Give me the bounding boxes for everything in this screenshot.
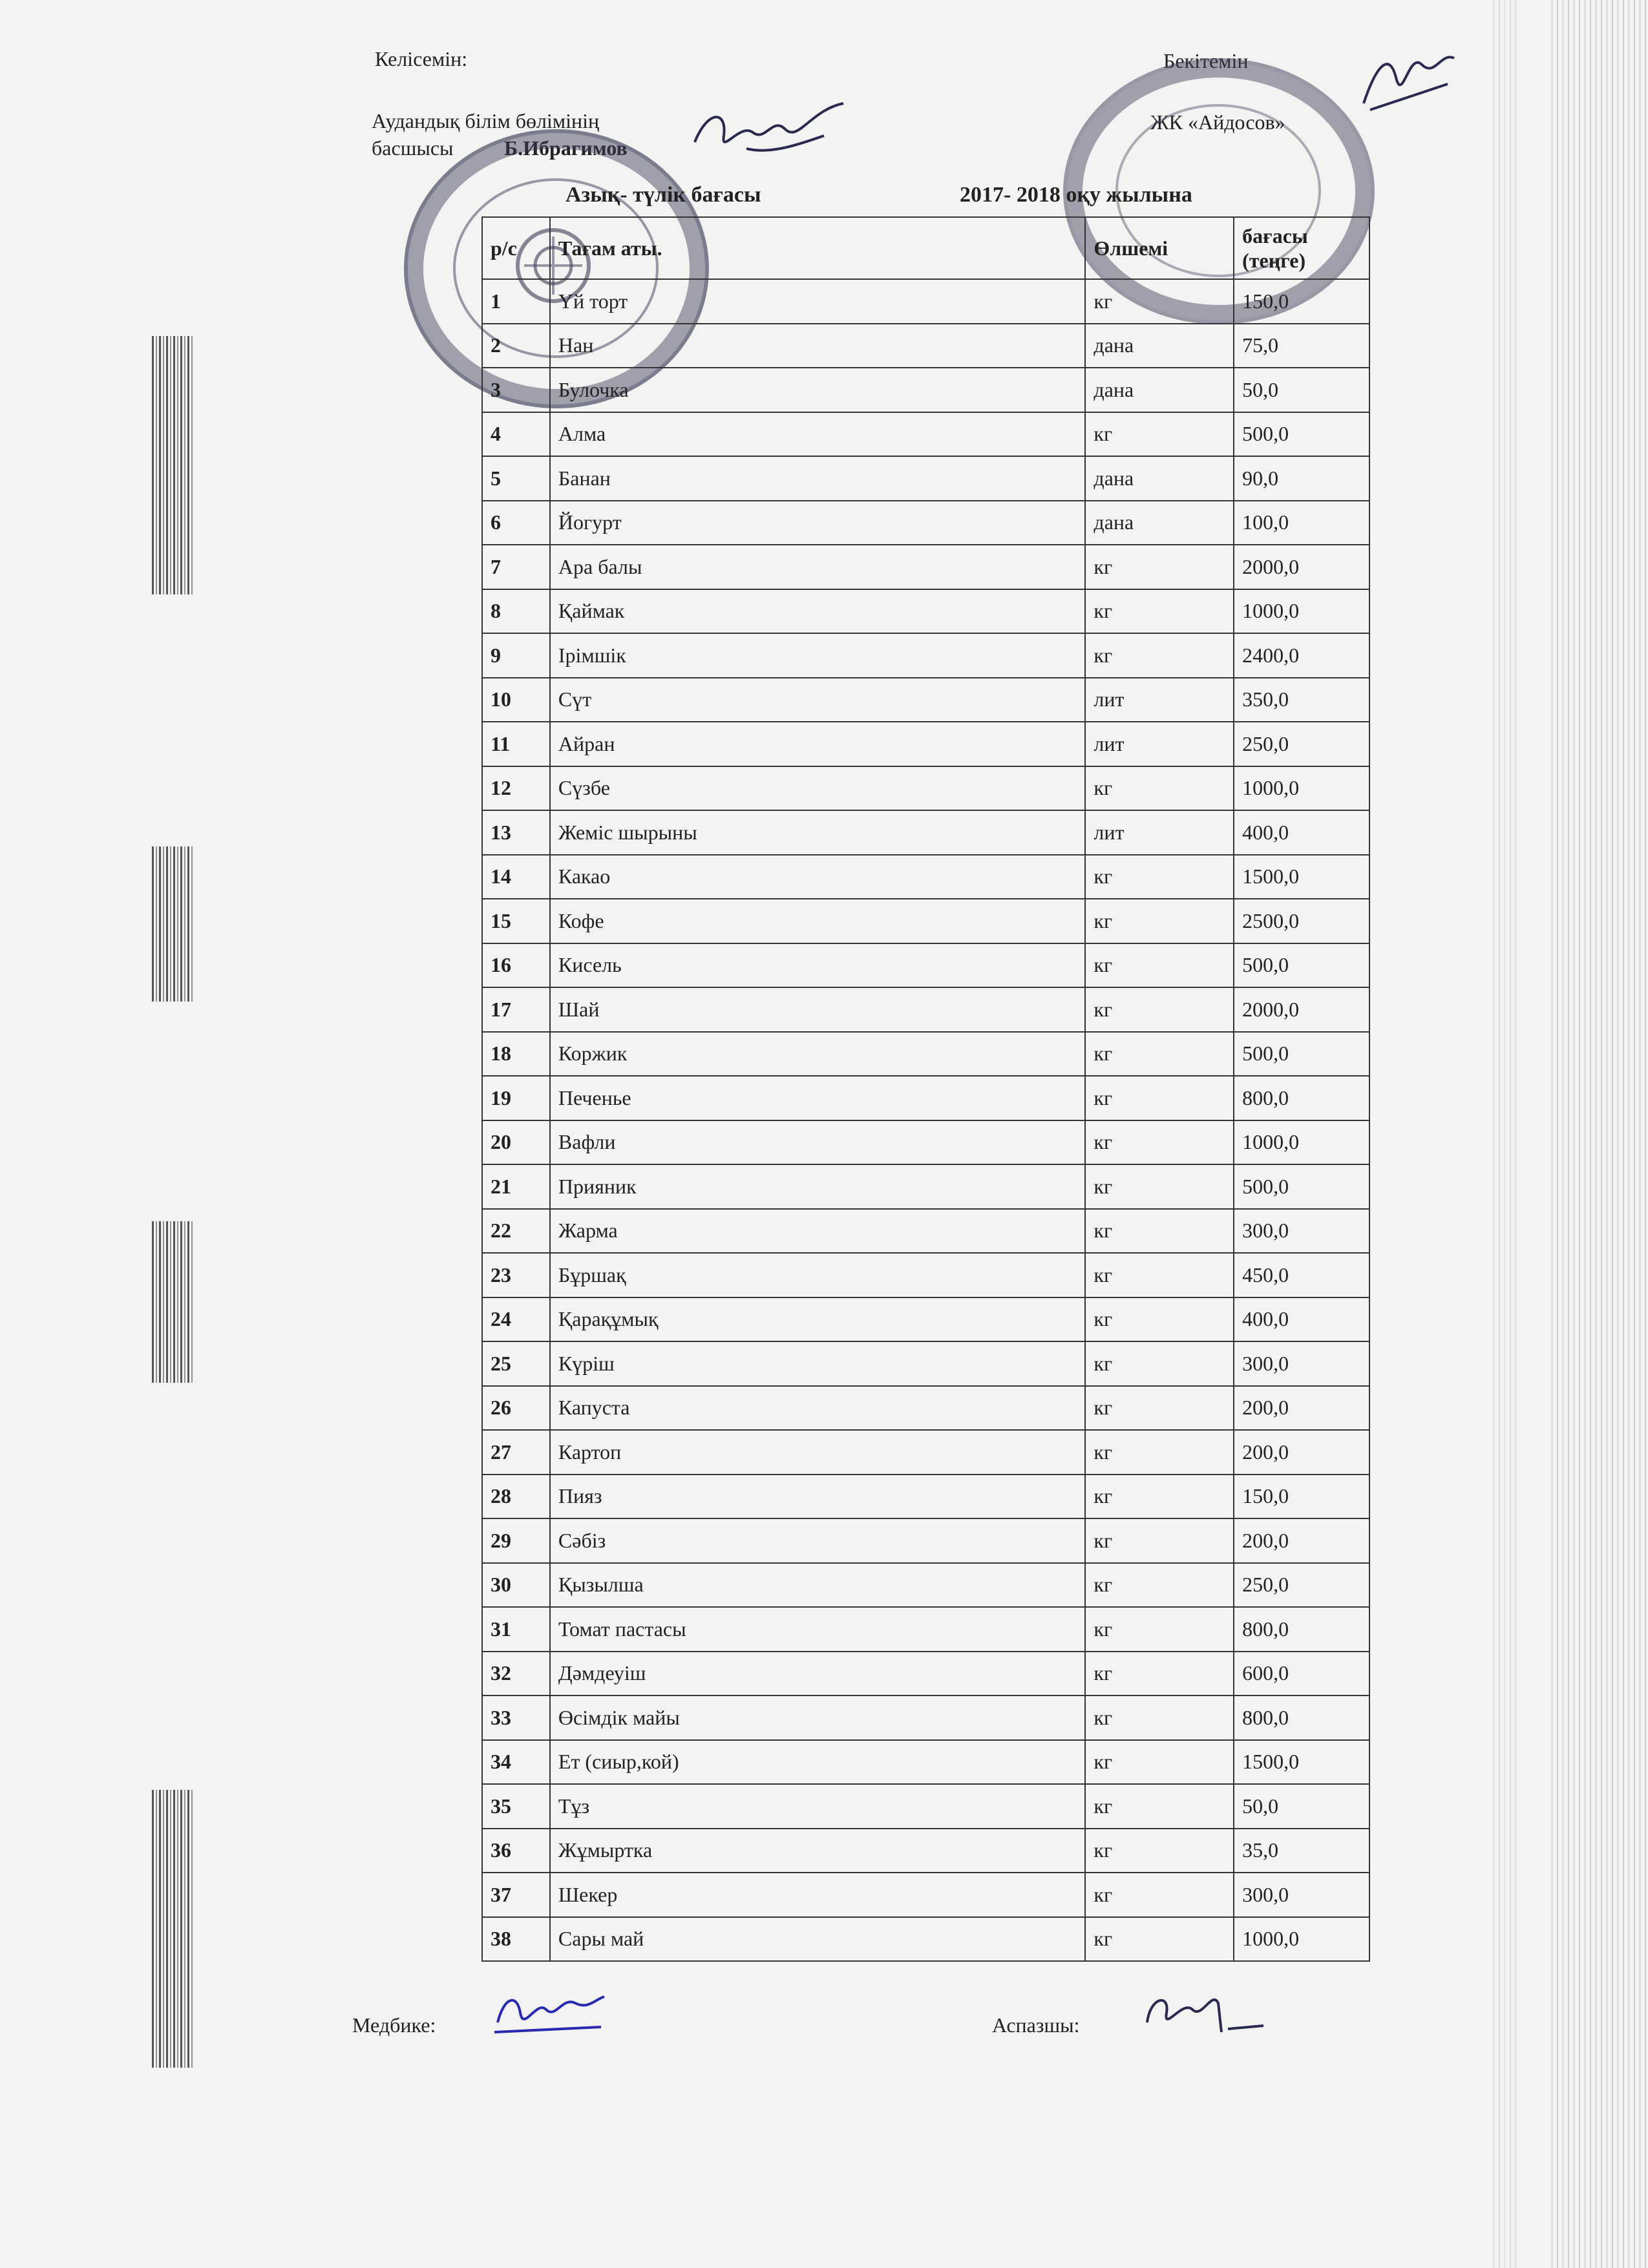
row-num: 6 (482, 501, 550, 545)
table-row (482, 855, 1369, 899)
item-price: 500,0 (1234, 1164, 1369, 1209)
medic-label: Медбике: (352, 2013, 436, 2037)
dept-line-2: басшысы (372, 136, 454, 160)
dept-head-signature-icon (688, 97, 850, 168)
scan-bar-artifact (152, 1790, 194, 2068)
row-num: 26 (482, 1386, 550, 1431)
item-name: Сүт (550, 678, 1086, 722)
table-row (482, 1076, 1369, 1120)
approve-label: Бекітемін (1163, 49, 1249, 72)
item-name: Прияник (550, 1164, 1086, 1209)
row-num: 12 (482, 766, 550, 811)
item-name: Томат пастасы (550, 1607, 1086, 1652)
item-unit: кг (1085, 766, 1234, 811)
item-price: 800,0 (1234, 1607, 1369, 1652)
item-name: Ара балы (550, 545, 1086, 589)
item-name: Өсімдік майы (550, 1696, 1086, 1740)
item-price: 35,0 (1234, 1829, 1369, 1873)
item-price: 400,0 (1234, 810, 1369, 855)
item-unit: кг (1085, 1518, 1234, 1563)
item-unit: кг (1085, 1341, 1234, 1386)
table-row (482, 1341, 1369, 1386)
approver-signature-icon (1351, 39, 1461, 123)
table-row (482, 324, 1369, 368)
row-num: 30 (482, 1563, 550, 1608)
table-row (482, 633, 1369, 678)
price-table (481, 216, 1370, 1962)
item-unit: кг (1085, 412, 1234, 457)
item-price: 50,0 (1234, 1784, 1369, 1829)
item-name: Кисель (550, 943, 1086, 988)
item-name: Жеміс шырыны (550, 810, 1086, 855)
table-row (482, 1696, 1369, 1740)
item-price: 150,0 (1234, 1475, 1369, 1519)
scan-bar-artifact (152, 846, 194, 1002)
table-row (482, 943, 1369, 988)
item-name: Үй торт (550, 279, 1086, 324)
row-num: 37 (482, 1873, 550, 1917)
item-unit: кг (1085, 545, 1234, 589)
item-name: Жұмыртка (550, 1829, 1086, 1873)
scan-edge-artifact-inner (1493, 0, 1519, 2268)
item-name: Тұз (550, 1784, 1086, 1829)
table-row (482, 1386, 1369, 1431)
item-price: 2000,0 (1234, 987, 1369, 1032)
cook-signature-icon (1137, 1984, 1267, 2042)
item-name: Жарма (550, 1209, 1086, 1254)
item-unit: дана (1085, 456, 1234, 501)
col-header-name: Тағам аты. (550, 217, 1086, 279)
item-price: 1000,0 (1234, 766, 1369, 811)
item-name: Қаймак (550, 589, 1086, 634)
table-row (482, 722, 1369, 766)
table-row (482, 1475, 1369, 1519)
item-price: 250,0 (1234, 722, 1369, 766)
item-unit: лит (1085, 722, 1234, 766)
doc-title: Азық- түлік бағасы (565, 183, 761, 207)
dept-head-name: Б.Ибрагимов (504, 136, 628, 160)
scan-bar-artifact (152, 1221, 194, 1383)
item-price: 1000,0 (1234, 1917, 1369, 1962)
table-row (482, 1032, 1369, 1076)
item-name: Сәбіз (550, 1518, 1086, 1563)
row-num: 33 (482, 1696, 550, 1740)
item-name: Печенье (550, 1076, 1086, 1120)
row-num: 17 (482, 987, 550, 1032)
item-price: 2000,0 (1234, 545, 1369, 589)
table-row (482, 412, 1369, 457)
table-row (482, 1873, 1369, 1917)
item-unit: кг (1085, 899, 1234, 943)
item-price: 400,0 (1234, 1297, 1369, 1342)
row-num: 32 (482, 1652, 550, 1696)
item-unit: кг (1085, 1430, 1234, 1475)
item-price: 500,0 (1234, 1032, 1369, 1076)
item-unit: кг (1085, 1253, 1234, 1297)
item-name: Картоп (550, 1430, 1086, 1475)
item-price: 500,0 (1234, 943, 1369, 988)
col-header-price: бағасы (теңге) (1234, 217, 1369, 279)
item-name: Ет (сиыр,кой) (550, 1740, 1086, 1785)
table-row (482, 899, 1369, 943)
row-num: 1 (482, 279, 550, 324)
dept-line-1: Аудандық білім бөлімінің (372, 109, 600, 132)
item-unit: кг (1085, 855, 1234, 899)
item-unit: кг (1085, 1475, 1234, 1519)
item-price: 800,0 (1234, 1076, 1369, 1120)
medic-signature-icon (491, 1987, 607, 2039)
table-row (482, 1430, 1369, 1475)
row-num: 21 (482, 1164, 550, 1209)
item-name: Сары май (550, 1917, 1086, 1962)
row-num: 16 (482, 943, 550, 988)
row-num: 28 (482, 1475, 550, 1519)
item-name: Бұршақ (550, 1253, 1086, 1297)
row-num: 19 (482, 1076, 550, 1120)
table-row (482, 279, 1369, 324)
item-price: 250,0 (1234, 1563, 1369, 1608)
item-name: Күріш (550, 1341, 1086, 1386)
row-num: 14 (482, 855, 550, 899)
item-price: 50,0 (1234, 368, 1369, 412)
item-price: 2500,0 (1234, 899, 1369, 943)
table-row (482, 456, 1369, 501)
table-row (482, 545, 1369, 589)
table-row (482, 501, 1369, 545)
row-num: 24 (482, 1297, 550, 1342)
row-num: 35 (482, 1784, 550, 1829)
item-price: 300,0 (1234, 1341, 1369, 1386)
item-unit: дана (1085, 501, 1234, 545)
table-row (482, 1209, 1369, 1254)
item-price: 200,0 (1234, 1386, 1369, 1431)
item-price: 1500,0 (1234, 1740, 1369, 1785)
item-unit: лит (1085, 810, 1234, 855)
item-name: Ірімшік (550, 633, 1086, 678)
item-name: Кофе (550, 899, 1086, 943)
row-num: 2 (482, 324, 550, 368)
row-num: 20 (482, 1120, 550, 1165)
item-name: Коржик (550, 1032, 1086, 1076)
row-num: 5 (482, 456, 550, 501)
item-price: 90,0 (1234, 456, 1369, 501)
table-row (482, 589, 1369, 634)
item-unit: лит (1085, 678, 1234, 722)
table-row (482, 368, 1369, 412)
item-name: Булочка (550, 368, 1086, 412)
item-name: Айран (550, 722, 1086, 766)
row-num: 11 (482, 722, 550, 766)
item-name: Шекер (550, 1873, 1086, 1917)
item-price: 800,0 (1234, 1696, 1369, 1740)
item-name: Йогурт (550, 501, 1086, 545)
table-row (482, 1164, 1369, 1209)
row-num: 8 (482, 589, 550, 634)
item-name: Вафли (550, 1120, 1086, 1165)
item-price: 200,0 (1234, 1518, 1369, 1563)
row-num: 27 (482, 1430, 550, 1475)
row-num: 23 (482, 1253, 550, 1297)
item-name: Шай (550, 987, 1086, 1032)
table-row (482, 1120, 1369, 1165)
item-name: Қызылша (550, 1563, 1086, 1608)
item-price: 2400,0 (1234, 633, 1369, 678)
row-num: 36 (482, 1829, 550, 1873)
item-unit: кг (1085, 589, 1234, 634)
table-row (482, 678, 1369, 722)
item-name: Капуста (550, 1386, 1086, 1431)
row-num: 10 (482, 678, 550, 722)
col-header-num: р/с (482, 217, 550, 279)
table-row (482, 1518, 1369, 1563)
item-unit: кг (1085, 1120, 1234, 1165)
table-row (482, 1563, 1369, 1608)
row-num: 15 (482, 899, 550, 943)
table-body (482, 279, 1369, 1961)
item-price: 1500,0 (1234, 855, 1369, 899)
doc-year: 2017- 2018 оқу жылына (960, 183, 1192, 207)
row-num: 25 (482, 1341, 550, 1386)
cook-label: Аспазшы: (992, 2013, 1080, 2037)
item-price: 600,0 (1234, 1652, 1369, 1696)
item-unit: кг (1085, 633, 1234, 678)
agree-label: Келісемін: (375, 47, 468, 70)
item-price: 300,0 (1234, 1209, 1369, 1254)
table-row (482, 1917, 1369, 1962)
row-num: 22 (482, 1209, 550, 1254)
row-num: 9 (482, 633, 550, 678)
table-row (482, 1607, 1369, 1652)
item-unit: кг (1085, 1829, 1234, 1873)
item-unit: кг (1085, 1784, 1234, 1829)
row-num: 13 (482, 810, 550, 855)
item-unit: кг (1085, 1740, 1234, 1785)
item-name: Қарақұмық (550, 1297, 1086, 1342)
row-num: 3 (482, 368, 550, 412)
table-row (482, 1297, 1369, 1342)
col-header-unit: Өлшемі (1085, 217, 1234, 279)
item-unit: дана (1085, 324, 1234, 368)
scan-bar-artifact (152, 336, 194, 594)
item-price: 450,0 (1234, 1253, 1369, 1297)
table-row (482, 766, 1369, 811)
item-unit: кг (1085, 1607, 1234, 1652)
item-unit: кг (1085, 987, 1234, 1032)
item-unit: кг (1085, 1164, 1234, 1209)
item-price: 200,0 (1234, 1430, 1369, 1475)
item-unit: дана (1085, 368, 1234, 412)
table-row (482, 1652, 1369, 1696)
item-name: Нан (550, 324, 1086, 368)
table-row (482, 987, 1369, 1032)
table-row (482, 1829, 1369, 1873)
item-price: 500,0 (1234, 412, 1369, 457)
item-name: Какао (550, 855, 1086, 899)
scan-edge-artifact (1551, 0, 1648, 2268)
item-unit: кг (1085, 1652, 1234, 1696)
item-price: 1000,0 (1234, 1120, 1369, 1165)
item-price: 300,0 (1234, 1873, 1369, 1917)
item-unit: кг (1085, 1209, 1234, 1254)
item-price: 150,0 (1234, 279, 1369, 324)
table-row (482, 810, 1369, 855)
item-unit: кг (1085, 1032, 1234, 1076)
row-num: 7 (482, 545, 550, 589)
item-price: 75,0 (1234, 324, 1369, 368)
item-name: Банан (550, 456, 1086, 501)
item-price: 1000,0 (1234, 589, 1369, 634)
item-unit: кг (1085, 943, 1234, 988)
item-price: 350,0 (1234, 678, 1369, 722)
item-unit: кг (1085, 1076, 1234, 1120)
row-num: 31 (482, 1607, 550, 1652)
table-row (482, 1740, 1369, 1785)
row-num: 29 (482, 1518, 550, 1563)
row-num: 38 (482, 1917, 550, 1962)
item-name: Дәмдеуіш (550, 1652, 1086, 1696)
table-row (482, 1253, 1369, 1297)
item-unit: кг (1085, 279, 1234, 324)
item-unit: кг (1085, 1297, 1234, 1342)
company-name: ЖК «Айдосов» (1150, 110, 1285, 134)
row-num: 34 (482, 1740, 550, 1785)
item-name: Алма (550, 412, 1086, 457)
item-price: 100,0 (1234, 501, 1369, 545)
item-name: Пияз (550, 1475, 1086, 1519)
item-unit: кг (1085, 1917, 1234, 1962)
item-unit: кг (1085, 1386, 1234, 1431)
item-unit: кг (1085, 1563, 1234, 1608)
item-name: Сүзбе (550, 766, 1086, 811)
item-unit: кг (1085, 1696, 1234, 1740)
item-unit: кг (1085, 1873, 1234, 1917)
row-num: 4 (482, 412, 550, 457)
table-row (482, 1784, 1369, 1829)
table-header-row (482, 217, 1369, 279)
row-num: 18 (482, 1032, 550, 1076)
